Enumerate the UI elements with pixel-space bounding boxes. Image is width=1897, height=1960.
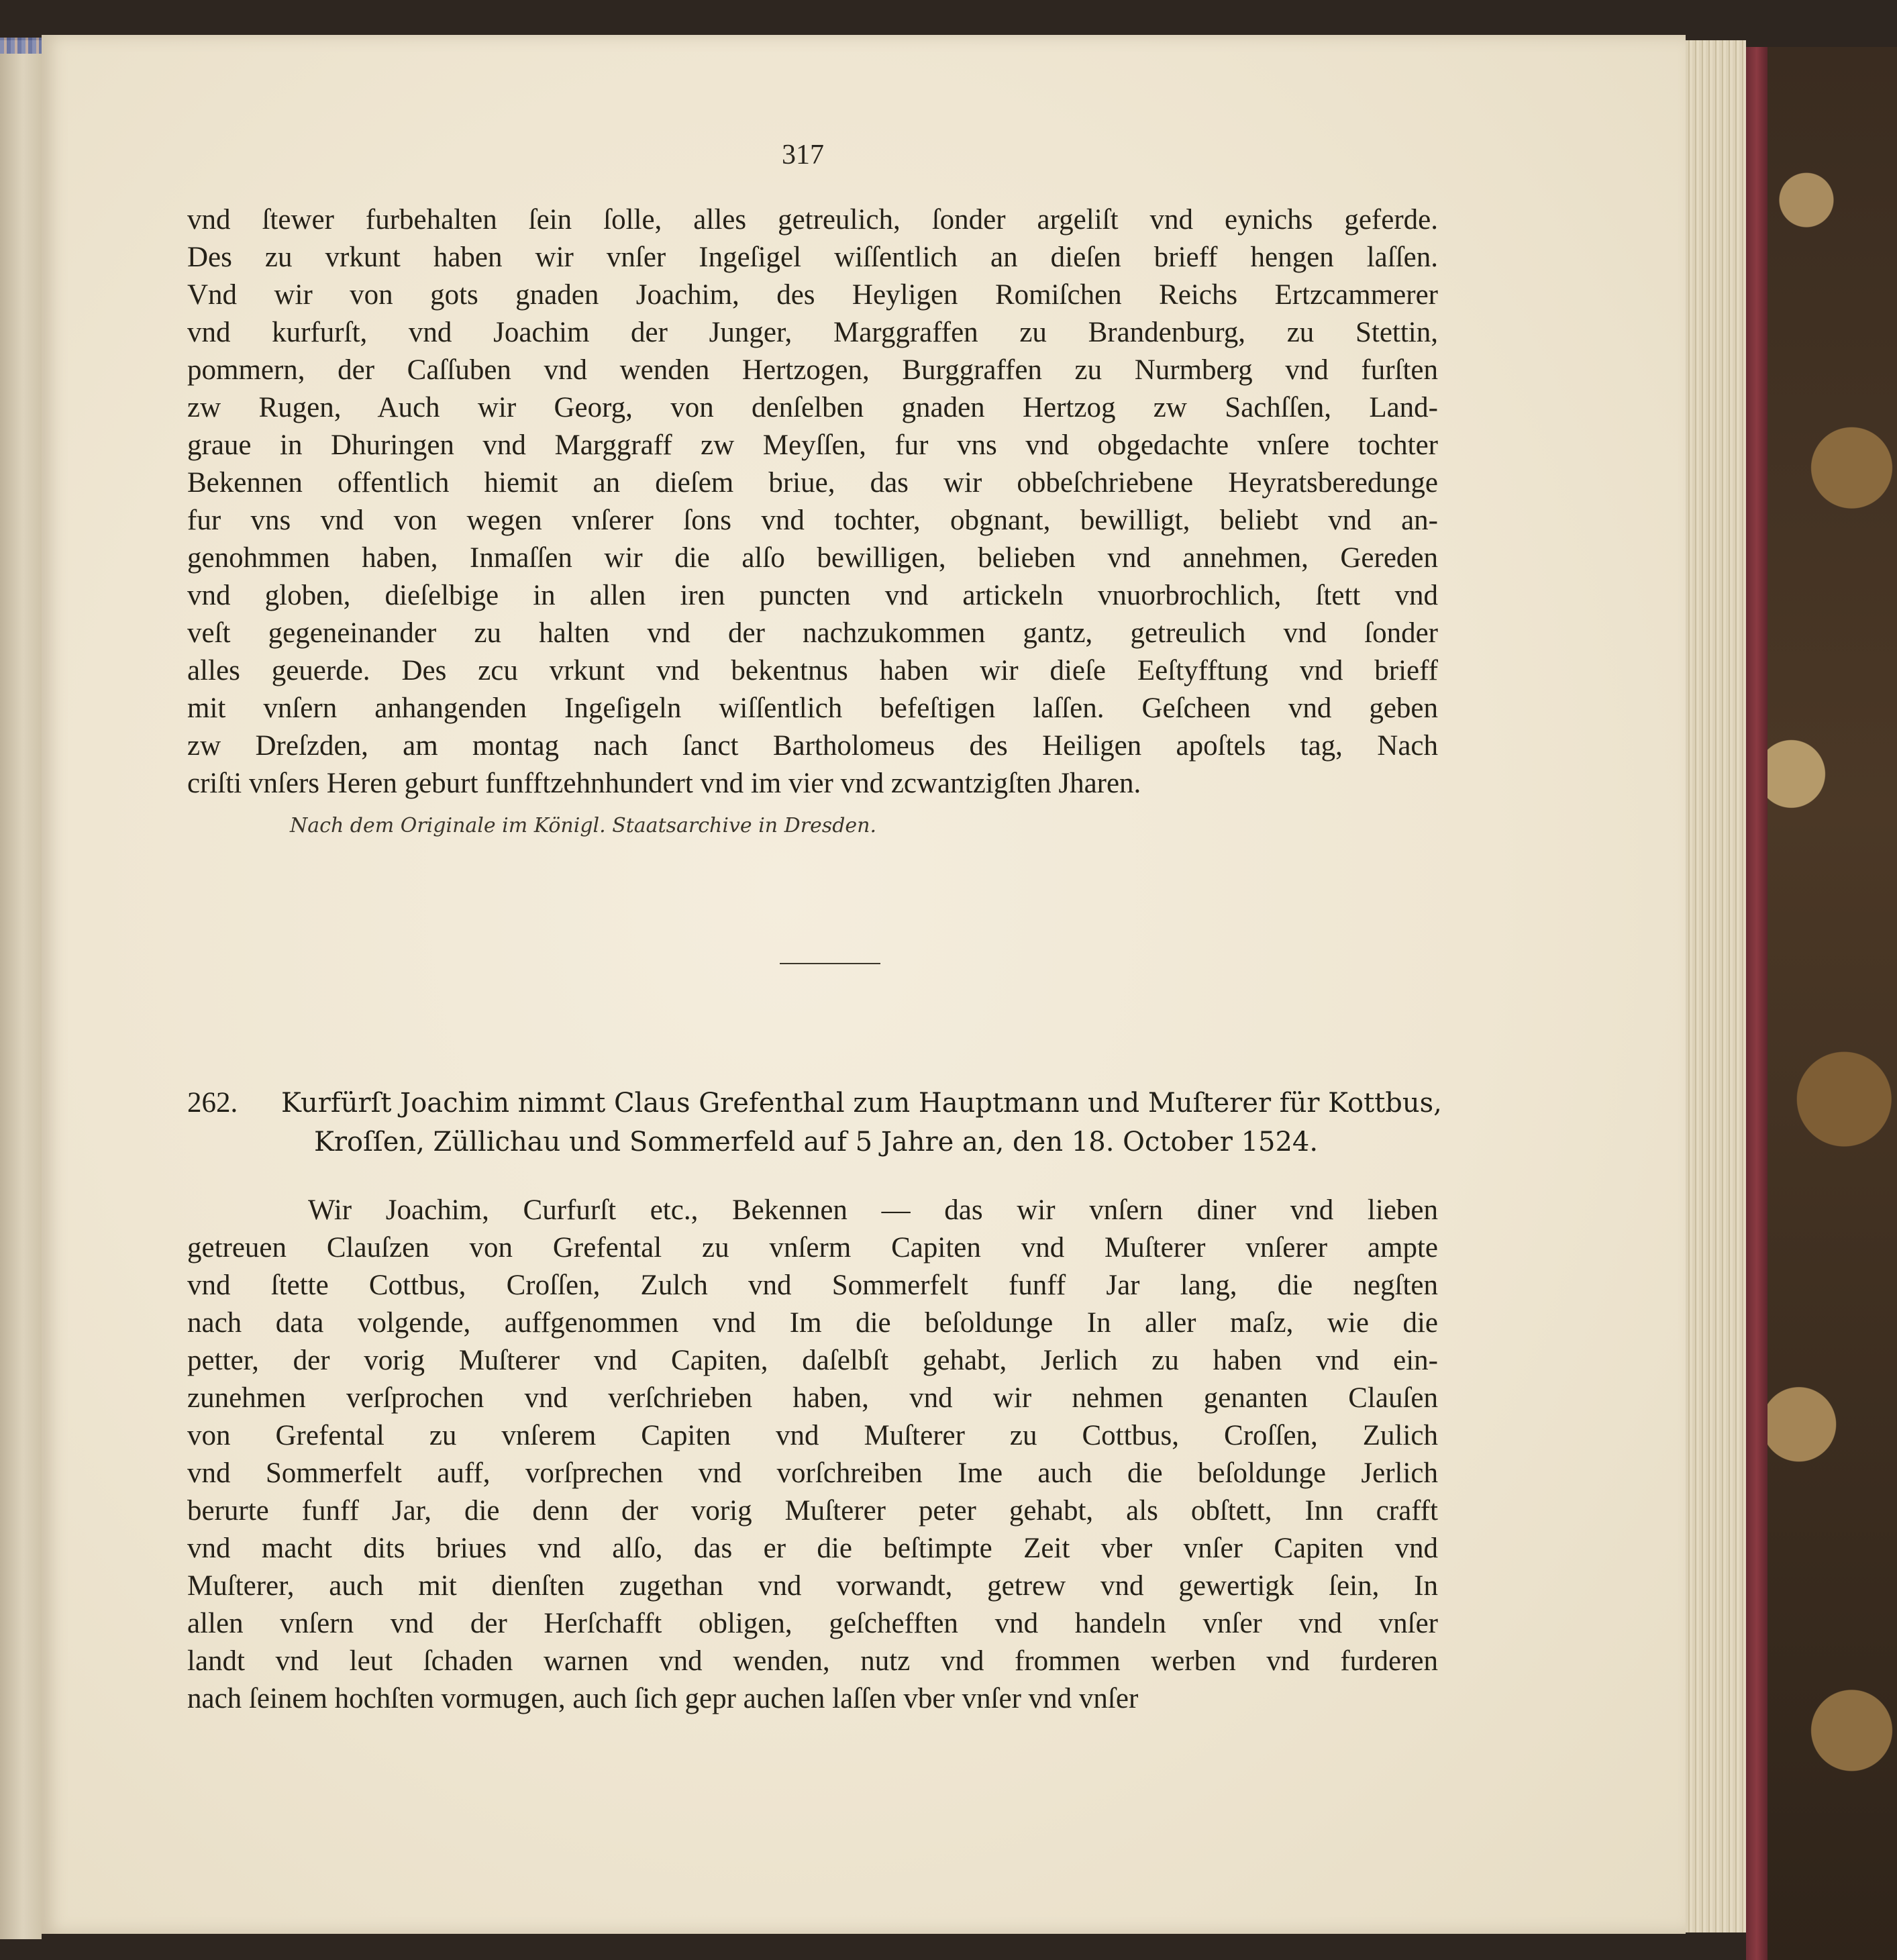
text-line: fur vns vnd von wegen vnſerer ſons vnd tochter, obgnant, bewilligt, beliebt vnd an- <box>187 505 1438 536</box>
text-line: zw Rugen, Auch wir Georg, von denſelben gnaden Hertzog zw Sachſſen, Land- <box>187 392 1438 423</box>
text-line: Wir Joachim, Curfurſt etc., Bekennen — das wir vnſern diner vnd lieben <box>308 1194 1438 1226</box>
text-line: von Grefental zu vnſerem Capiten vnd Muſterer zu Cottbus, Croſſen, Zulich <box>187 1420 1438 1451</box>
text-line: Des zu vrkunt haben wir vnſer Ingeſigel wiſſentlich an dieſen brieff hengen laſſen. <box>187 242 1438 273</box>
entry-number: 262. <box>187 1087 238 1119</box>
text-line: Bekennen offentlich hiemit an dieſem briue, das wir obbeſchriebene Heyratsberedunge <box>187 467 1438 499</box>
text-line: genohmmen haben, Inmaſſen wir die alſo bewilligen, belieben vnd annehmen, Gereden <box>187 542 1438 574</box>
text-line: mit vnſern anhangenden Ingeſigeln wiſſentlich befeſtigen laſſen. Geſcheen vnd geben <box>187 692 1438 724</box>
source-note: Nach dem Originale im Königl. Staatsarchive in Dresden. <box>290 814 877 837</box>
cover-spine-edge <box>1746 47 1767 1960</box>
text-line: graue in Dhuringen vnd Marggraff zw Meyſſen, fur vns vnd obgedachte vnſere tochter <box>187 429 1438 461</box>
entry-heading <box>187 1084 1442 1162</box>
text-line: berurte funff Jar, die denn der vorig Muſterer peter gehabt, als obſtett, Inn crafft <box>187 1495 1438 1527</box>
text-line: vnd ſtewer furbehalten ſein ſolle, alles getreulich, ſonder argeliſt vnd eynichs geferde. <box>187 204 1438 236</box>
text-line: petter, der vorig Muſterer vnd Capiten, daſelbſt gehabt, Jerlich zu haben vnd ein- <box>187 1345 1438 1376</box>
text-line: criſti vnſers Heren geburt funfftzehnhundert vnd im vier vnd zcwantzigſten Jharen. <box>187 768 1141 799</box>
text-line: vnd ſtette Cottbus, Croſſen, Zulch vnd Sommerfelt funff Jar lang, die negſten <box>187 1270 1438 1301</box>
previous-page-edge <box>0 40 42 1939</box>
page-edges <box>1686 40 1746 1932</box>
entry-heading-text-1: Kurfürſt Joachim nimmt Claus Grefenthal zum Hauptmann und Muſterer für Kottbus, <box>281 1088 1442 1119</box>
entry-heading-line-1 <box>187 1084 1442 1123</box>
text-line: allen vnſern vnd der Herſchafft obligen, geſchefften vnd handeln vnſer vnd vnſer <box>187 1608 1438 1639</box>
page-number: 317 <box>782 140 824 170</box>
entry-text-block <box>187 1192 1438 1718</box>
text-line: getreuen Clauſzen von Grefental zu vnſerm Capiten vnd Muſterer vnſerer ampte <box>187 1232 1438 1263</box>
top-text-block <box>187 201 1438 803</box>
text-line: vnd kurfurſt, vnd Joachim der Junger, Marggraffen zu Brandenburg, zu Stettin, <box>187 317 1438 348</box>
text-line: vnd globen, dieſelbige in allen iren puncten vnd artickeln vnuorbrochlich, ſtett vnd <box>187 580 1438 611</box>
text-line: zunehmen verſprochen vnd verſchrieben haben, vnd wir nehmen genanten Clauſen <box>187 1382 1438 1414</box>
text-line: nach ſeinem hochſten vormugen, auch ſich gepr auchen laſſen vber vnſer vnd vnſer <box>187 1683 1139 1714</box>
text-line: Vnd wir von gots gnaden Joachim, des Heyligen Romiſchen Reichs Ertzcammerer <box>187 279 1438 311</box>
marbled-cover <box>1746 47 1897 1960</box>
text-line: Muſterer, auch mit dienſten zugethan vnd vorwandt, getrew vnd gewertigk ſein, In <box>187 1570 1438 1602</box>
text-line: vnd Sommerfelt auff, vorſprechen vnd vorſchreiben Ime auch die beſoldunge Jerlich <box>187 1457 1438 1489</box>
text-line: landt vnd leut ſchaden warnen vnd wenden, nutz vnd frommen werben vnd furderen <box>187 1645 1438 1677</box>
text-line: pommern, der Caſſuben vnd wenden Hertzogen, Burggraffen zu Nurmberg vnd furſten <box>187 354 1438 386</box>
text-line: veſt gegeneinander zu halten vnd der nachzukommen gantz, getreulich vnd ſonder <box>187 617 1438 649</box>
section-divider <box>780 963 880 964</box>
text-line: nach data volgende, auffgenommen vnd Im die beſoldunge In aller maſz, wie die <box>187 1307 1438 1339</box>
entry-heading-line-2: Kroſſen, Züllichau und Sommerfeld auf 5 Jahre an, den 18. October 1524. <box>314 1127 1319 1157</box>
text-line: vnd macht dits briues vnd alſo, das er die beſtimpte Zeit vber vnſer Capiten vnd <box>187 1533 1438 1564</box>
text-line: alles geuerde. Des zcu vrkunt vnd bekentnus haben wir dieſe Eeſtyfftung vnd brieff <box>187 655 1438 686</box>
text-line: zw Dreſzden, am montag nach ſanct Bartholomeus des Heiligen apoſtels tag, Nach <box>187 730 1438 762</box>
